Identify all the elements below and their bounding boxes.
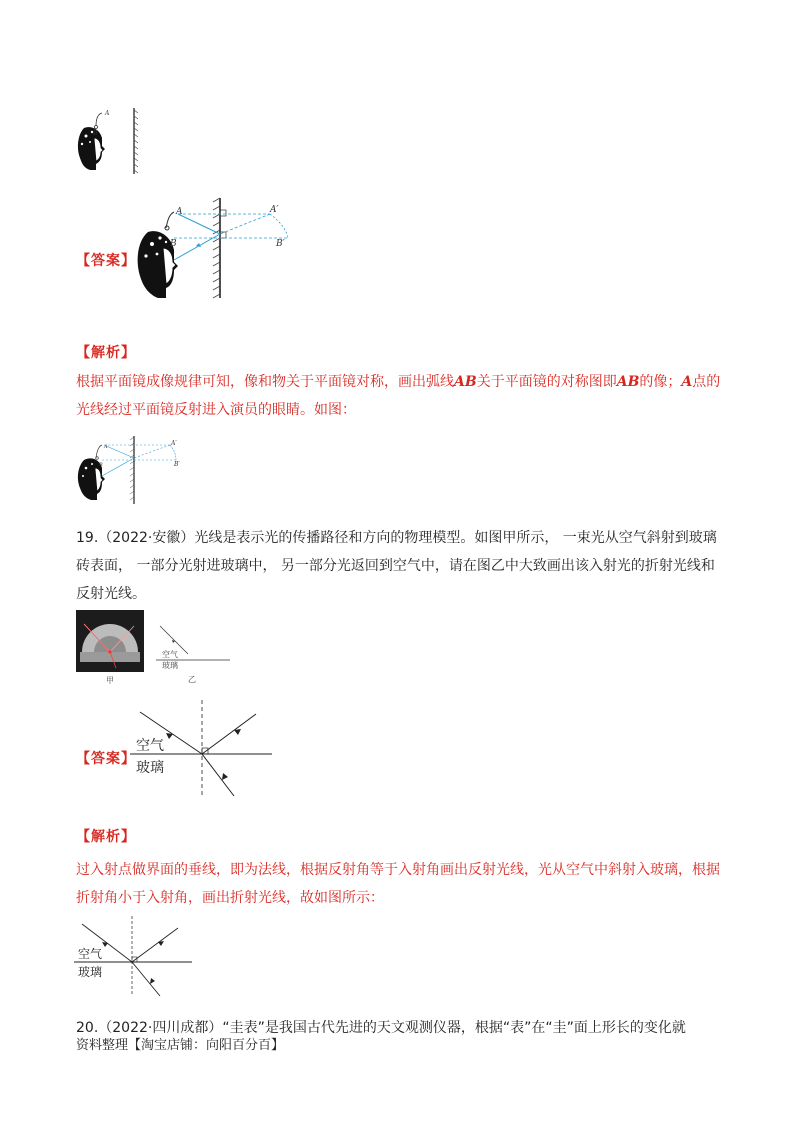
label-a-image: A′ [171, 440, 177, 447]
label-b: B [170, 239, 177, 249]
q19-analysis-figure [74, 916, 196, 998]
caption-jia: 甲 [106, 676, 114, 685]
answer-tag: 【答案】 [76, 751, 136, 767]
head-figure [78, 445, 105, 500]
q20-source: （2022·四川成都） [98, 1020, 223, 1036]
footer-note: 资料整理【淘宝店铺：向阳百分百】 [76, 1038, 285, 1053]
label-glass: 玻璃 [136, 760, 164, 776]
label-a: A [176, 207, 183, 217]
label-glass: 玻璃 [78, 965, 103, 979]
label-b: B [99, 462, 103, 468]
answer-tag: 【答案】 [76, 253, 136, 269]
label-air-small: 空气 [162, 650, 178, 659]
q18-answer-figure [130, 198, 300, 302]
q19-source: （2022·安徽） [98, 530, 195, 546]
q18-analysis-line-2: 光线经过平面镜反射进入演员的眼睛。如图： [76, 402, 356, 418]
head-figure [138, 212, 178, 298]
q18-question-figure [70, 108, 150, 176]
label-a-image: A′ [270, 205, 279, 215]
label-glass-small: 玻璃 [162, 661, 178, 670]
construction-lines [174, 214, 288, 260]
plane-mirror [134, 108, 138, 174]
q19-analysis-line-1: 过入射点做界面的垂线，即为法线，根据反射角等于入射角画出反射光线，光从空气中斜射入玻璃，根据 [76, 862, 720, 878]
construction-lines [102, 445, 176, 476]
plane-mirror [213, 198, 226, 298]
q18-analysis-figure [72, 436, 192, 508]
q19-answer-figure [130, 700, 275, 800]
q20-number: 20. [76, 1020, 99, 1036]
q19-line-2: 砖表面， 一部分光射进玻璃中， 另一部分光返回到空气中，请在图乙中大致画出该入射光的折射光线和 [76, 558, 715, 574]
label-a: A [104, 444, 108, 450]
q19-number: 19. [76, 530, 99, 546]
caption-yi: 乙 [188, 675, 196, 684]
q20-line-1: 20.（2022·四川成都）“圭表”是我国古代先进的天文观测仪器，根据“表”在“圭”面上形长的变化就 [76, 1020, 686, 1036]
plane-mirror [130, 436, 134, 504]
head-figure [78, 113, 105, 170]
label-b-image: B′ [174, 461, 180, 468]
label-air: 空气 [78, 947, 103, 961]
q19-analysis-line-2: 折射角小于入射角，画出折射光线，故如图所示： [76, 890, 384, 906]
photo-protractor-figure [76, 610, 144, 686]
label-b: B [93, 130, 98, 137]
q18-analysis-line-1: 根据平面镜成像规律可知，像和物关于平面镜对称，画出弧线AB关于平面镜的对称图即AB的像；A点的 [76, 374, 721, 390]
label-a: A [105, 110, 110, 117]
q19-line-1: 19.（2022·安徽）光线是表示光的传播路径和方向的物理模型。如图甲所示， 一束光从空气斜射到玻璃 [76, 530, 717, 546]
label-b-image: B′ [276, 239, 285, 249]
analysis-tag: 【解析】 [76, 829, 136, 845]
q19-line-3: 反射光线。 [76, 586, 146, 602]
diagram-yi-figure [156, 624, 232, 686]
analysis-tag: 【解析】 [76, 345, 136, 361]
label-air: 空气 [136, 738, 164, 754]
